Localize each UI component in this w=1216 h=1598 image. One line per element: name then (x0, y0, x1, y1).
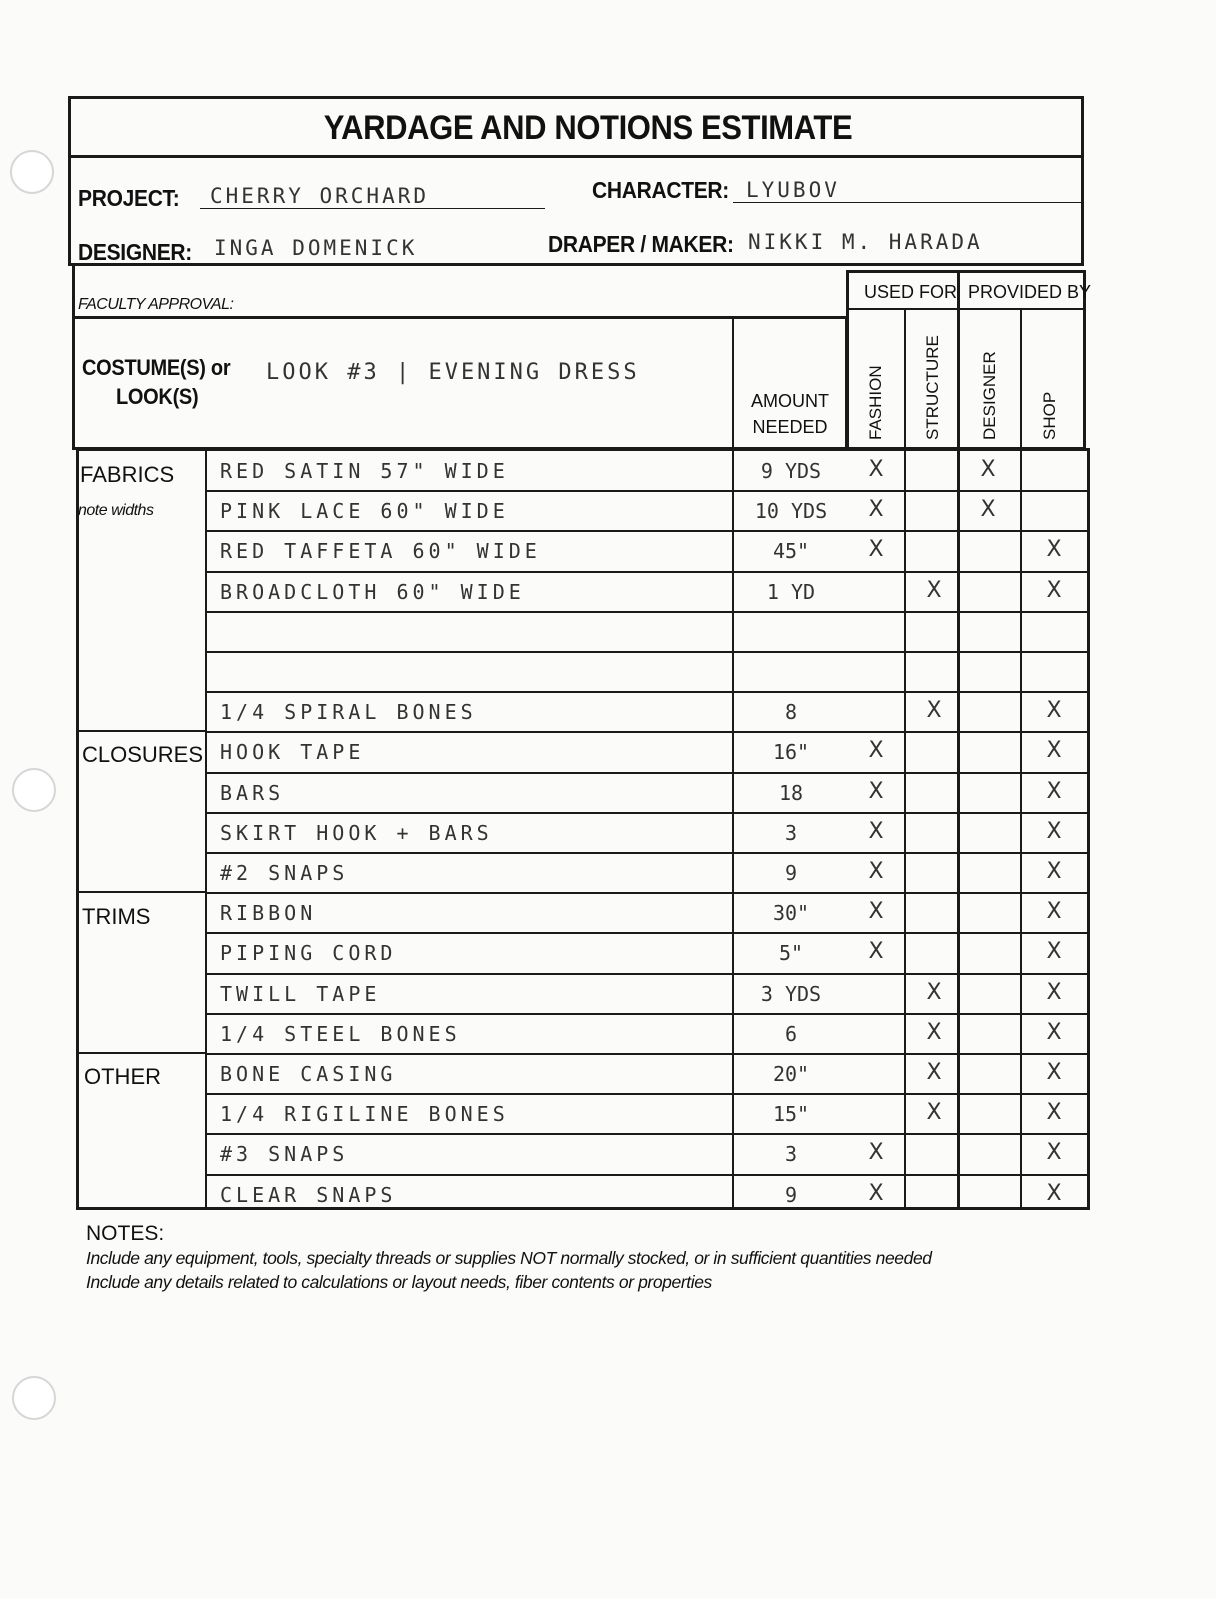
draper-value: NIKKI M. HARADA (748, 230, 983, 254)
row-divider (206, 1053, 1088, 1055)
category-separator-closures (78, 730, 206, 732)
project-value: CHERRY ORCHARD (210, 184, 430, 208)
fashion-header: FASHION (866, 365, 885, 440)
shop-check-mark: X (1046, 698, 1062, 724)
shop-check-mark: X (1046, 1140, 1062, 1166)
category-fabrics: FABRICS (80, 462, 175, 487)
shop-check-mark: X (1046, 818, 1062, 844)
amount-header-line2: NEEDED (752, 417, 828, 437)
row-divider (206, 530, 1088, 532)
row-divider (206, 812, 1088, 814)
shop-check-mark: X (1046, 899, 1062, 925)
item-amount: 3 (784, 820, 798, 845)
row-divider (206, 1133, 1088, 1135)
costume-label-line1: COSTUME(S) or (82, 356, 231, 381)
notes-line-2: Include any details related to calculations or layout needs, fiber contents or properties (86, 1272, 712, 1292)
notes-line-1: Include any equipment, tools, specialty threads or supplies NOT normally stocked, or in sufficient quantities needed (86, 1248, 932, 1268)
character-label: CHARACTER: (592, 178, 729, 204)
item-description: #2 SNAPS (220, 861, 349, 885)
shop-check-mark: X (1046, 939, 1062, 965)
item-description: CLEAR SNAPS (220, 1182, 397, 1207)
designer-value: INGA DOMENICK (214, 236, 418, 260)
item-amount: 15" (772, 1102, 810, 1127)
row-divider (206, 1174, 1088, 1176)
row-divider (206, 651, 1088, 653)
designer-header: DESIGNER (980, 351, 999, 440)
designer-check-mark: X (980, 497, 996, 523)
provided-by-header: PROVIDED BY (968, 282, 1092, 302)
structure-check-mark: X (926, 1019, 942, 1045)
shop-check-mark: X (1046, 859, 1062, 884)
title-divider (70, 155, 1082, 158)
used-for-header: USED FOR (864, 282, 958, 302)
item-amount: 20" (772, 1062, 810, 1086)
fashion-check-mark: X (868, 497, 884, 523)
item-description: BROADCLOTH 60" WIDE (220, 579, 525, 604)
row-divider (206, 772, 1088, 774)
item-description: RIBBON (220, 901, 317, 926)
fashion-check-mark: X (868, 939, 884, 965)
item-description: BARS (220, 780, 285, 805)
item-amount: 9 (784, 1182, 798, 1207)
category-closures: CLOSURES (82, 742, 204, 767)
item-description: #3 SNAPS (220, 1142, 349, 1167)
item-amount: 45" (772, 539, 810, 564)
item-description: TWILL TAPE (220, 981, 381, 1006)
shop-check-mark: X (1046, 1180, 1062, 1206)
row-divider (206, 731, 1088, 733)
row-divider (206, 852, 1088, 854)
row-divider (206, 1093, 1088, 1095)
item-amount: 6 (784, 1021, 798, 1046)
fashion-check-mark: X (868, 859, 884, 884)
row-divider (206, 1013, 1088, 1015)
project-label: PROJECT: (78, 186, 180, 212)
item-description: HOOK TAPE (220, 740, 365, 765)
item-description: PIPING CORD (220, 941, 397, 966)
item-amount: 1 YD (766, 579, 816, 604)
row-divider (206, 691, 1088, 693)
row-divider (206, 932, 1088, 934)
designer-label: DESIGNER: (78, 240, 192, 266)
fashion-check-mark: X (868, 457, 884, 482)
category-trims: TRIMS (82, 904, 151, 929)
row-divider (206, 973, 1088, 975)
amount-header (734, 388, 846, 440)
character-underline (733, 202, 1083, 203)
designer-check-mark: X (980, 457, 996, 482)
item-description: SKIRT HOOK + BARS (220, 820, 493, 845)
fashion-check-mark: X (868, 778, 884, 804)
item-amount: 3 (784, 1142, 798, 1167)
costume-label-line2: LOOK(S) (116, 385, 199, 410)
character-value: LYUBOV (746, 178, 840, 202)
category-other: OTHER (84, 1064, 161, 1089)
row-divider (206, 611, 1088, 613)
row-divider (206, 892, 1088, 894)
structure-check-mark: X (926, 979, 942, 1005)
row-divider (206, 490, 1088, 492)
item-amount: 18 (778, 780, 804, 805)
amount-header-line1: AMOUNT (751, 391, 829, 411)
item-description: BONE CASING (220, 1062, 397, 1086)
item-amount: 9 (784, 861, 798, 885)
item-amount: 9 YDS (760, 459, 822, 483)
item-description: 1/4 STEEL BONES (220, 1021, 461, 1046)
row-divider (206, 571, 1088, 573)
item-description: RED SATIN 57" WIDE (220, 459, 509, 483)
shop-check-mark: X (1046, 537, 1062, 563)
structure-check-mark: X (926, 1100, 942, 1126)
draper-label: DRAPER / MAKER: (548, 232, 734, 258)
category-fabrics-note: note widths (78, 502, 154, 519)
costume-value: LOOK #3 | EVENING DRESS (266, 360, 640, 385)
item-amount: 10 YDS (754, 499, 828, 524)
item-description: 1/4 RIGILINE BONES (220, 1102, 509, 1127)
shop-check-mark: X (1046, 1019, 1062, 1045)
shop-check-mark: X (1046, 738, 1062, 764)
fashion-check-mark: X (868, 1180, 884, 1206)
fashion-check-mark: X (868, 537, 884, 563)
shop-header: SHOP (1040, 391, 1059, 440)
binder-hole-middle (12, 768, 56, 812)
item-amount: 8 (784, 700, 798, 725)
shop-check-mark: X (1046, 1060, 1062, 1085)
item-amount: 30" (772, 901, 810, 926)
structure-header: STRUCTURE (923, 335, 942, 440)
item-description: RED TAFFETA 60" WIDE (220, 539, 541, 564)
notes-label: NOTES: (86, 1222, 165, 1245)
shop-check-mark: X (1046, 1100, 1062, 1126)
fashion-check-mark: X (868, 899, 884, 925)
shop-check-mark: X (1046, 979, 1062, 1005)
faculty-approval-label: FACULTY APPROVAL: (78, 296, 234, 313)
shop-check-mark: X (1046, 778, 1062, 804)
column-group-divider (848, 308, 1084, 310)
binder-hole-top (10, 150, 54, 194)
faculty-left-border (72, 266, 75, 318)
fashion-check-mark: X (868, 818, 884, 844)
item-amount: 5" (778, 941, 804, 966)
fashion-check-mark: X (868, 1140, 884, 1166)
structure-check-mark: X (926, 698, 942, 724)
project-underline (200, 208, 545, 209)
fashion-check-mark: X (868, 738, 884, 764)
item-amount: 3 YDS (760, 981, 822, 1006)
shop-check-mark: X (1046, 577, 1062, 603)
form-title: YARDAGE AND NOTIONS ESTIMATE (323, 108, 853, 147)
structure-check-mark: X (926, 577, 942, 603)
category-separator-other (78, 1052, 206, 1054)
item-description: PINK LACE 60" WIDE (220, 499, 509, 524)
structure-check-mark: X (926, 1060, 942, 1085)
item-amount: 16" (772, 740, 810, 765)
category-separator-trims (78, 891, 206, 893)
item-description: 1/4 SPIRAL BONES (220, 700, 477, 725)
binder-hole-bottom (12, 1376, 56, 1420)
